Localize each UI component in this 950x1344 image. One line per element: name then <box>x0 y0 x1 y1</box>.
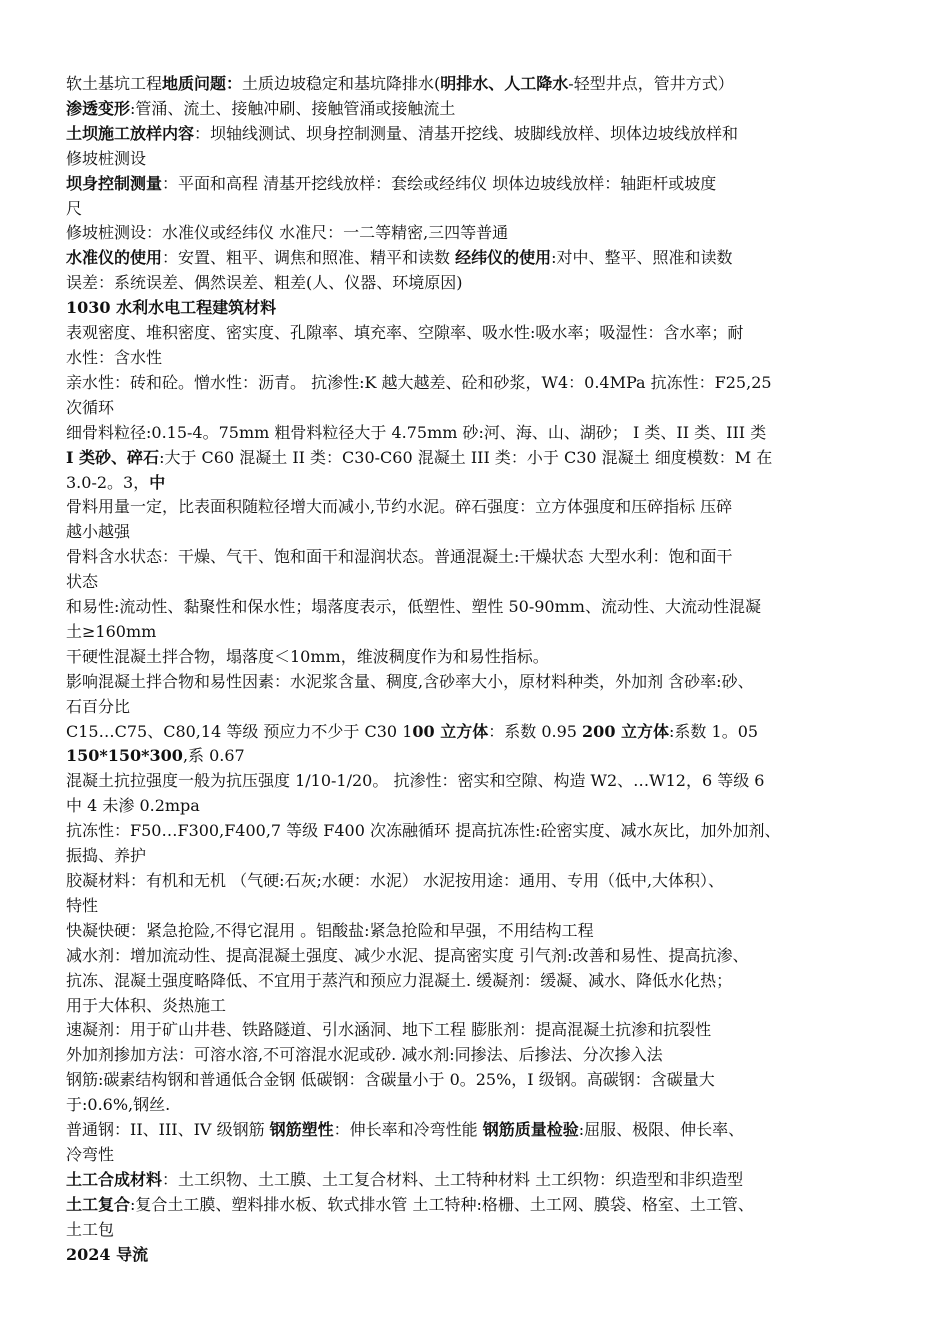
text-run: 土工包 <box>66 1219 115 1239</box>
text-line <box>66 346 896 371</box>
text-line <box>66 471 896 496</box>
text-run: 减水剂：增加流动性、提高混凝土强度、减少水泥、提高密实度 引气剂:改善和易性、提高抗渗、 <box>66 945 749 965</box>
text-line <box>66 620 896 645</box>
bold-text-run: 2024 导流 <box>66 1244 149 1264</box>
text-line <box>66 1143 896 1168</box>
text-line <box>66 545 896 570</box>
text-line <box>66 869 896 894</box>
bold-text-run: 渗透变形 <box>66 98 131 118</box>
text-run: 于:0.6%,钢丝. <box>66 1095 171 1115</box>
bold-text-run: 钢筋塑性 <box>269 1120 334 1140</box>
bold-text-run: 200 立方体 <box>582 721 670 741</box>
bold-text-run: 明排水、人工降水 <box>440 74 569 93</box>
text-line <box>66 97 896 122</box>
bold-text-run: 1030 水利水电工程建筑材料 <box>66 298 277 318</box>
text-run: ：伸长率和冷弯性能 <box>333 1120 483 1140</box>
text-line <box>66 1168 896 1193</box>
text-line <box>66 197 896 222</box>
text-line <box>66 919 896 944</box>
text-run: 速凝剂：用于矿山井巷、铁路隧道、引水涵洞、地下工程 膨胀剂：提高混凝土抗渗和抗裂性 <box>66 1020 712 1040</box>
text-run: 修坡桩测设：水准仪或经纬仪 水准尺：一二等精密,三四等普通 <box>66 223 509 243</box>
text-line <box>66 645 896 670</box>
text-line <box>66 122 896 147</box>
text-line <box>66 520 896 545</box>
text-run: 3.0-2。3， <box>66 472 150 492</box>
bold-text-run: I 类砂、碎石 <box>66 447 160 467</box>
text-line <box>66 1043 896 1068</box>
text-run: ：安置、粗平、调焦和照准、精平和读数 <box>162 248 456 268</box>
text-line <box>66 1068 896 1093</box>
text-line <box>66 396 896 421</box>
text-run: 水性：含水性 <box>66 347 163 367</box>
text-line <box>66 172 896 197</box>
text-line <box>66 744 896 769</box>
text-run: 骨料含水状态：干燥、气干、饱和面干和湿润状态。普通混凝土:干燥状态 大型水利：饱和面干 <box>66 547 733 567</box>
bold-text-run: 土坝施工放样内容 <box>66 123 195 143</box>
text-run: 亲水性：砖和砼。憎水性：沥青。 抗渗性:K 越大越差、砼和砂浆，W4：0.4MPa 抗冻性：F25,25 <box>66 372 772 392</box>
text-run: 越小越强 <box>66 522 131 542</box>
text-run: :系数 1。05 <box>669 721 759 741</box>
text-run: 普通钢：II、III、IV 级钢筋 <box>66 1120 270 1140</box>
bold-text-run: 水准仪的使用 <box>66 248 163 268</box>
text-run: :复合土工膜、塑料排水板、软式排水管 土工特种:格栅、土工网、膜袋、格室、土工管、 <box>130 1194 754 1214</box>
bold-text-run: 地质问题： <box>162 74 243 93</box>
text-run: :大于 C60 混凝土 II 类：C30-C60 混凝土 III 类：小于 C30 混凝土 细度模数：M 在 <box>159 447 773 467</box>
text-line <box>66 1118 896 1143</box>
text-line <box>66 670 896 695</box>
text-line <box>66 994 896 1019</box>
text-line <box>66 495 896 520</box>
text-run: 次循环 <box>66 397 115 417</box>
text-line <box>66 246 896 271</box>
text-run: 快凝快硬：紧急抢险,不得它混用 。铝酸盐:紧急抢险和早强，不用结构工程 <box>66 920 594 940</box>
text-run: 振捣、养护 <box>66 846 147 866</box>
text-run: 干硬性混凝土拌合物，塌落度＜10mm，维波稠度作为和易性指标。 <box>66 646 549 666</box>
text-run: ：平面和高程 清基开挖线放样：套绘或经纬仪 坝体边坡线放样：轴距杆或坡度 <box>162 173 717 193</box>
text-run: 土≥160mm <box>66 621 157 641</box>
text-run: 特性 <box>66 895 99 915</box>
text-line <box>66 595 896 620</box>
text-run: 钢筋:碳素结构钢和普通低合金钢 低碳钢：含碳量小于 0。25%，I 级钢。高碳钢：含碳量大 <box>66 1070 715 1090</box>
text-line <box>66 1193 896 1218</box>
text-run: 胶凝材料：有机和无机 （气硬:石灰;水硬：水泥） 水泥按用途：通用、专用（低中,大体积）、 <box>66 871 725 890</box>
text-line <box>66 147 896 172</box>
bold-text-run: 经纬仪的使用 <box>455 248 552 268</box>
text-run: :对中、整平、照准和读数 <box>551 248 733 268</box>
bold-text-run: 土工复合 <box>66 1194 131 1214</box>
text-run: 外加剂掺加方法：可溶水溶,不可溶混水泥或砂. 减水剂:同掺法、后掺法、分次掺入法 <box>66 1045 663 1065</box>
text-run: 和易性:流动性、黏聚性和保水性；塌落度表示，低塑性、塑性 50-90mm、流动性、大流动性混凝 <box>66 597 761 617</box>
text-line <box>66 72 896 97</box>
text-line <box>66 221 896 246</box>
text-run: 软土基坑工程 <box>66 74 163 93</box>
text-line <box>66 1218 896 1243</box>
text-line <box>66 271 896 296</box>
text-run: 修坡桩测设 <box>66 148 147 168</box>
text-run: ：土工织物、土工膜、土工复合材料、土工特种材料 土工织物：织造型和非织造型 <box>162 1169 744 1189</box>
text-line <box>66 1018 896 1043</box>
text-line <box>66 769 896 794</box>
text-line <box>66 695 896 720</box>
text-line <box>66 296 896 321</box>
text-line <box>66 969 896 994</box>
bold-text-run: 钢筋质量检验 <box>482 1120 579 1140</box>
text-line <box>66 321 896 346</box>
text-line <box>66 819 896 844</box>
text-run: 中 4 未渗 0.2mpa <box>66 796 200 816</box>
text-run: 误差：系统误差、偶然误差、粗差(人、仪器、环境原因) <box>66 273 463 293</box>
text-run: ：系数 0.95 <box>488 721 583 741</box>
text-run: 抗冻性：F50…F300,F400,7 等级 F400 次冻融循环 提高抗冻性:砼密实度、减水灰比，加外加剂、 <box>66 821 781 841</box>
text-run: 状态 <box>66 572 99 592</box>
text-run: 骨料用量一定，比表面积随粒径增大而减小,节约水泥。碎石强度：立方体强度和压碎指标 压碎 <box>66 497 733 517</box>
text-line <box>66 794 896 819</box>
bold-text-run: 坝身控制测量 <box>66 173 163 193</box>
text-run: 表观密度、堆积密度、密实度、孔隙率、填充率、空隙率、吸水性:吸水率；吸湿性：含水率；耐 <box>66 323 744 343</box>
text-run: 细骨料粒径:0.15-4。75mm 粗骨料粒径大于 4.75mm 砂:河、海、山、湖砂； I 类、II 类、III 类 <box>66 422 767 442</box>
text-line <box>66 1093 896 1118</box>
bold-text-run: 土工合成材料 <box>66 1169 163 1189</box>
text-run: 影响混凝土拌合物和易性因素：水泥浆含量、稠度,含砂率大小，原材料种类，外加剂 含砂率:砂、 <box>66 671 754 691</box>
text-line <box>66 446 896 471</box>
text-run: 土质边坡稳定和基坑降排水( <box>242 74 441 93</box>
text-run: ：坝轴线测试、坝身控制测量、清基开挖线、坡脚线放样、坝体边坡线放样和 <box>194 123 739 143</box>
text-line <box>66 570 896 595</box>
text-run: 混凝土抗拉强度一般为抗压强度 1/10-1/20。 抗渗性：密实和空隙、构造 W2、…W12，6 等级 6 <box>66 771 765 791</box>
text-run: 冷弯性 <box>66 1144 115 1164</box>
text-run: 石百分比 <box>66 696 131 716</box>
text-line <box>66 720 896 745</box>
bold-text-run: 中 <box>149 472 166 492</box>
text-line <box>66 944 896 969</box>
text-line <box>66 421 896 446</box>
text-run: ,系 0.67 <box>182 746 245 766</box>
text-line <box>66 1243 896 1268</box>
text-line <box>66 844 896 869</box>
text-run: C15…C75、C80,14 等级 预应力不少于 C30 1 <box>66 721 413 741</box>
bold-text-run: 150*150*300 <box>66 746 183 766</box>
text-run: -轻型井点，管井方式） <box>568 74 734 93</box>
text-run: 尺 <box>66 198 83 218</box>
text-run: 用于大体积、炎热施工 <box>66 995 227 1015</box>
text-run: :屈服、极限、伸长率、 <box>578 1120 745 1140</box>
bold-text-run: 00 立方体 <box>412 721 489 741</box>
text-line <box>66 894 896 919</box>
text-run: 抗冻、混凝土强度略降低、不宜用于蒸汽和预应力混凝土. 缓凝剂：缓凝、减水、降低水化热； <box>66 970 733 990</box>
text-run: :管涌、流土、接触冲刷、接触管涌或接触流土 <box>130 98 456 118</box>
text-line <box>66 371 896 396</box>
